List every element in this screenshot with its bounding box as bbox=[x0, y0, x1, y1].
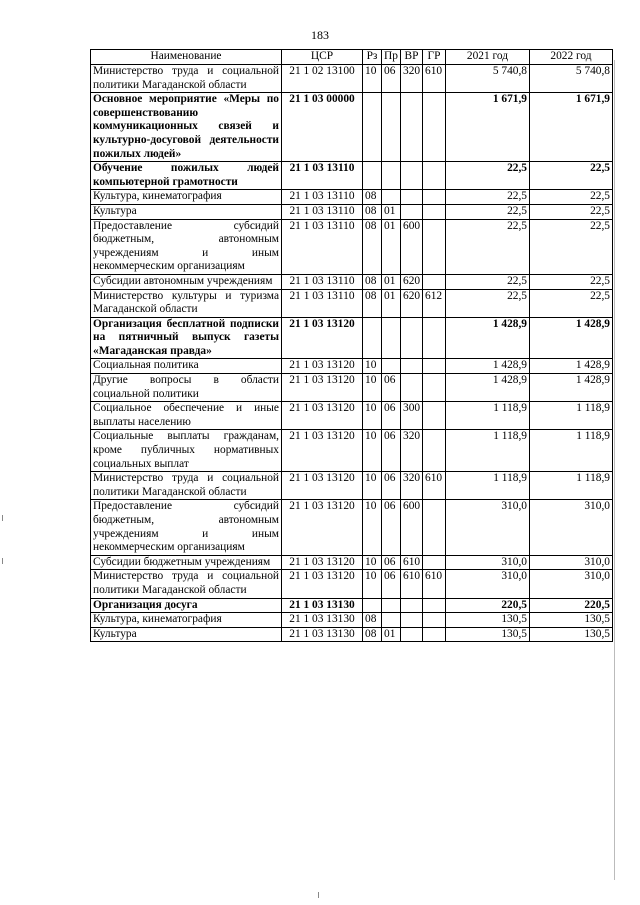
column-header-vr: ВР bbox=[401, 50, 423, 65]
row-2022-cell: 1 428,9 bbox=[530, 359, 613, 374]
row-gr-cell bbox=[423, 374, 446, 402]
table-row bbox=[91, 162, 613, 190]
row-2022-cell: 1 118,9 bbox=[530, 402, 613, 430]
row-csr-cell: 21 1 03 13130 bbox=[282, 613, 363, 628]
row-gr-cell bbox=[423, 219, 446, 274]
row-2022-cell: 130,5 bbox=[530, 627, 613, 642]
row-csr-cell: 21 1 03 13120 bbox=[282, 500, 363, 555]
row-2021-cell: 1 428,9 bbox=[446, 317, 530, 359]
row-csr-cell: 21 1 03 13120 bbox=[282, 570, 363, 598]
row-2022-cell: 5 740,8 bbox=[530, 65, 613, 93]
row-name-cell: Культура bbox=[91, 204, 282, 219]
table-row bbox=[91, 598, 613, 613]
row-vr-cell: 620 bbox=[401, 274, 423, 289]
column-header-gr: ГР bbox=[423, 50, 446, 65]
row-name-cell: Социальные выплаты гражданам, кроме публичных нормативных социальных выплат bbox=[91, 430, 282, 472]
row-pr-cell: 01 bbox=[382, 289, 401, 317]
row-2022-cell: 130,5 bbox=[530, 613, 613, 628]
row-2021-cell: 310,0 bbox=[446, 570, 530, 598]
row-pr-cell: 01 bbox=[382, 204, 401, 219]
table-row bbox=[91, 274, 613, 289]
row-gr-cell bbox=[423, 555, 446, 570]
row-pr-cell: 06 bbox=[382, 570, 401, 598]
row-rz-cell: 10 bbox=[363, 555, 382, 570]
row-pr-cell: 06 bbox=[382, 555, 401, 570]
row-rz-cell: 08 bbox=[363, 204, 382, 219]
row-csr-cell: 21 1 03 00000 bbox=[282, 93, 363, 162]
row-name-cell: Обучение пожилых людей компьютерной грамотности bbox=[91, 162, 282, 190]
table-row bbox=[91, 374, 613, 402]
row-gr-cell bbox=[423, 190, 446, 205]
row-rz-cell bbox=[363, 162, 382, 190]
row-2021-cell: 22,5 bbox=[446, 274, 530, 289]
row-csr-cell: 21 1 03 13120 bbox=[282, 402, 363, 430]
table-row bbox=[91, 289, 613, 317]
row-rz-cell: 10 bbox=[363, 402, 382, 430]
row-rz-cell: 10 bbox=[363, 374, 382, 402]
row-rz-cell: 10 bbox=[363, 500, 382, 555]
row-name-cell: Другие вопросы в области социальной политики bbox=[91, 374, 282, 402]
row-name-cell: Культура, кинематография bbox=[91, 613, 282, 628]
row-pr-cell: 01 bbox=[382, 219, 401, 274]
row-2022-cell: 22,5 bbox=[530, 274, 613, 289]
table-row bbox=[91, 204, 613, 219]
row-pr-cell: 06 bbox=[382, 500, 401, 555]
row-2021-cell: 220,5 bbox=[446, 598, 530, 613]
row-2021-cell: 1 118,9 bbox=[446, 472, 530, 500]
row-2021-cell: 310,0 bbox=[446, 555, 530, 570]
row-vr-cell bbox=[401, 598, 423, 613]
row-vr-cell bbox=[401, 190, 423, 205]
row-vr-cell: 620 bbox=[401, 289, 423, 317]
row-pr-cell: 01 bbox=[382, 274, 401, 289]
row-2021-cell: 5 740,8 bbox=[446, 65, 530, 93]
row-rz-cell: 08 bbox=[363, 219, 382, 274]
row-name-cell: Министерство культуры и туризма Магаданской области bbox=[91, 289, 282, 317]
row-gr-cell bbox=[423, 500, 446, 555]
row-2021-cell: 130,5 bbox=[446, 627, 530, 642]
row-rz-cell: 10 bbox=[363, 570, 382, 598]
row-rz-cell: 10 bbox=[363, 430, 382, 472]
row-vr-cell: 320 bbox=[401, 472, 423, 500]
row-vr-cell bbox=[401, 613, 423, 628]
row-2021-cell: 130,5 bbox=[446, 613, 530, 628]
row-name-cell: Субсидии бюджетным учреждениям bbox=[91, 555, 282, 570]
row-vr-cell bbox=[401, 627, 423, 642]
row-pr-cell: 06 bbox=[382, 472, 401, 500]
row-csr-cell: 21 1 03 13110 bbox=[282, 274, 363, 289]
row-2022-cell: 22,5 bbox=[530, 190, 613, 205]
row-csr-cell: 21 1 03 13110 bbox=[282, 289, 363, 317]
row-pr-cell bbox=[382, 359, 401, 374]
row-2022-cell: 310,0 bbox=[530, 500, 613, 555]
row-pr-cell: 01 bbox=[382, 627, 401, 642]
row-name-cell: Министерство труда и социальной политики Магаданской области bbox=[91, 472, 282, 500]
row-vr-cell bbox=[401, 204, 423, 219]
row-gr-cell: 612 bbox=[423, 289, 446, 317]
table-row bbox=[91, 430, 613, 472]
row-2021-cell: 22,5 bbox=[446, 204, 530, 219]
row-rz-cell bbox=[363, 598, 382, 613]
row-2021-cell: 22,5 bbox=[446, 162, 530, 190]
row-name-cell: Социальная политика bbox=[91, 359, 282, 374]
row-2022-cell: 1 428,9 bbox=[530, 317, 613, 359]
row-rz-cell bbox=[363, 317, 382, 359]
row-vr-cell bbox=[401, 374, 423, 402]
row-name-cell: Министерство труда и социальной политики Магаданской области bbox=[91, 570, 282, 598]
row-rz-cell: 08 bbox=[363, 613, 382, 628]
table-row bbox=[91, 317, 613, 359]
row-2021-cell: 22,5 bbox=[446, 190, 530, 205]
row-2022-cell: 310,0 bbox=[530, 570, 613, 598]
table-row bbox=[91, 472, 613, 500]
scan-mark bbox=[2, 558, 3, 564]
row-csr-cell: 21 1 03 13120 bbox=[282, 374, 363, 402]
table-row bbox=[91, 190, 613, 205]
row-csr-cell: 21 1 03 13120 bbox=[282, 359, 363, 374]
table-row bbox=[91, 93, 613, 162]
row-rz-cell: 08 bbox=[363, 274, 382, 289]
row-name-cell: Организация бесплатной подписки на пятничный выпуск газеты «Магаданская правда» bbox=[91, 317, 282, 359]
row-name-cell: Субсидии автономным учреждениям bbox=[91, 274, 282, 289]
scan-edge-line bbox=[614, 60, 615, 880]
table-row bbox=[91, 570, 613, 598]
table-row bbox=[91, 402, 613, 430]
row-pr-cell bbox=[382, 162, 401, 190]
row-2021-cell: 22,5 bbox=[446, 289, 530, 317]
row-pr-cell bbox=[382, 598, 401, 613]
row-vr-cell: 300 bbox=[401, 402, 423, 430]
scan-mark bbox=[2, 515, 3, 521]
row-rz-cell: 08 bbox=[363, 190, 382, 205]
row-2022-cell: 22,5 bbox=[530, 162, 613, 190]
row-name-cell: Предоставление субсидий бюджетным, автономным учреждениям и иным некоммерческим организациям bbox=[91, 219, 282, 274]
row-vr-cell: 610 bbox=[401, 570, 423, 598]
row-2022-cell: 220,5 bbox=[530, 598, 613, 613]
row-2022-cell: 1 118,9 bbox=[530, 472, 613, 500]
row-vr-cell: 320 bbox=[401, 430, 423, 472]
row-vr-cell bbox=[401, 359, 423, 374]
row-gr-cell bbox=[423, 204, 446, 219]
row-2022-cell: 310,0 bbox=[530, 555, 613, 570]
row-name-cell: Министерство труда и социальной политики Магаданской области bbox=[91, 65, 282, 93]
column-header-2022: 2022 год bbox=[530, 50, 613, 65]
row-2021-cell: 1 428,9 bbox=[446, 359, 530, 374]
row-gr-cell bbox=[423, 274, 446, 289]
table-body bbox=[91, 65, 613, 642]
row-csr-cell: 21 1 03 13120 bbox=[282, 430, 363, 472]
row-2022-cell: 22,5 bbox=[530, 204, 613, 219]
row-gr-cell bbox=[423, 598, 446, 613]
row-rz-cell: 08 bbox=[363, 627, 382, 642]
row-rz-cell: 10 bbox=[363, 359, 382, 374]
row-gr-cell bbox=[423, 162, 446, 190]
row-csr-cell: 21 1 03 13120 bbox=[282, 317, 363, 359]
row-gr-cell bbox=[423, 430, 446, 472]
row-2022-cell: 22,5 bbox=[530, 289, 613, 317]
row-2022-cell: 1 428,9 bbox=[530, 374, 613, 402]
scan-mark bbox=[318, 892, 319, 898]
row-pr-cell bbox=[382, 317, 401, 359]
row-csr-cell: 21 1 03 13120 bbox=[282, 555, 363, 570]
row-name-cell: Культура, кинематография bbox=[91, 190, 282, 205]
row-csr-cell: 21 1 03 13110 bbox=[282, 219, 363, 274]
row-2021-cell: 310,0 bbox=[446, 500, 530, 555]
table-row bbox=[91, 613, 613, 628]
row-gr-cell bbox=[423, 359, 446, 374]
row-csr-cell: 21 1 03 13110 bbox=[282, 190, 363, 205]
row-name-cell: Основное мероприятие «Меры по совершенствованию коммуникационных связей и культурно-досуговой деятельности пожилых людей» bbox=[91, 93, 282, 162]
row-vr-cell bbox=[401, 93, 423, 162]
row-rz-cell: 10 bbox=[363, 65, 382, 93]
row-csr-cell: 21 1 03 13110 bbox=[282, 204, 363, 219]
table-header-row bbox=[91, 50, 613, 65]
row-name-cell: Предоставление субсидий бюджетным, автономным учреждениям и иным некоммерческим организациям bbox=[91, 500, 282, 555]
row-2022-cell: 1 118,9 bbox=[530, 430, 613, 472]
row-csr-cell: 21 1 03 13120 bbox=[282, 472, 363, 500]
column-header-pr: Пр bbox=[382, 50, 401, 65]
column-header-2021: 2021 год bbox=[446, 50, 530, 65]
row-2022-cell: 22,5 bbox=[530, 219, 613, 274]
table-row bbox=[91, 219, 613, 274]
row-pr-cell bbox=[382, 190, 401, 205]
row-2022-cell: 1 671,9 bbox=[530, 93, 613, 162]
row-gr-cell: 610 bbox=[423, 472, 446, 500]
row-gr-cell bbox=[423, 627, 446, 642]
row-gr-cell bbox=[423, 613, 446, 628]
row-csr-cell: 21 1 03 13110 bbox=[282, 162, 363, 190]
row-vr-cell: 610 bbox=[401, 555, 423, 570]
row-2021-cell: 1 671,9 bbox=[446, 93, 530, 162]
row-rz-cell: 08 bbox=[363, 289, 382, 317]
row-vr-cell: 320 bbox=[401, 65, 423, 93]
row-gr-cell bbox=[423, 317, 446, 359]
column-header-rz: Рз bbox=[363, 50, 382, 65]
row-vr-cell bbox=[401, 317, 423, 359]
row-pr-cell bbox=[382, 613, 401, 628]
row-pr-cell: 06 bbox=[382, 402, 401, 430]
row-2021-cell: 1 118,9 bbox=[446, 430, 530, 472]
page-number: 183 bbox=[311, 28, 329, 42]
row-pr-cell: 06 bbox=[382, 374, 401, 402]
budget-table bbox=[90, 49, 613, 642]
row-vr-cell: 600 bbox=[401, 219, 423, 274]
row-name-cell: Социальное обеспечение и иные выплаты населению bbox=[91, 402, 282, 430]
row-gr-cell bbox=[423, 93, 446, 162]
row-vr-cell: 600 bbox=[401, 500, 423, 555]
row-gr-cell bbox=[423, 402, 446, 430]
row-name-cell: Культура bbox=[91, 627, 282, 642]
table-row bbox=[91, 359, 613, 374]
column-header-csr: ЦСР bbox=[282, 50, 363, 65]
row-rz-cell: 10 bbox=[363, 472, 382, 500]
row-csr-cell: 21 1 02 13100 bbox=[282, 65, 363, 93]
row-2021-cell: 1 428,9 bbox=[446, 374, 530, 402]
row-vr-cell bbox=[401, 162, 423, 190]
column-header-name: Наименование bbox=[91, 50, 282, 65]
row-pr-cell: 06 bbox=[382, 65, 401, 93]
table-row bbox=[91, 500, 613, 555]
row-rz-cell bbox=[363, 93, 382, 162]
row-name-cell: Организация досуга bbox=[91, 598, 282, 613]
row-csr-cell: 21 1 03 13130 bbox=[282, 627, 363, 642]
row-pr-cell bbox=[382, 93, 401, 162]
row-2021-cell: 22,5 bbox=[446, 219, 530, 274]
table-row bbox=[91, 65, 613, 93]
row-gr-cell: 610 bbox=[423, 570, 446, 598]
table-row bbox=[91, 555, 613, 570]
row-csr-cell: 21 1 03 13130 bbox=[282, 598, 363, 613]
row-2021-cell: 1 118,9 bbox=[446, 402, 530, 430]
row-gr-cell: 610 bbox=[423, 65, 446, 93]
row-pr-cell: 06 bbox=[382, 430, 401, 472]
table-row bbox=[91, 627, 613, 642]
